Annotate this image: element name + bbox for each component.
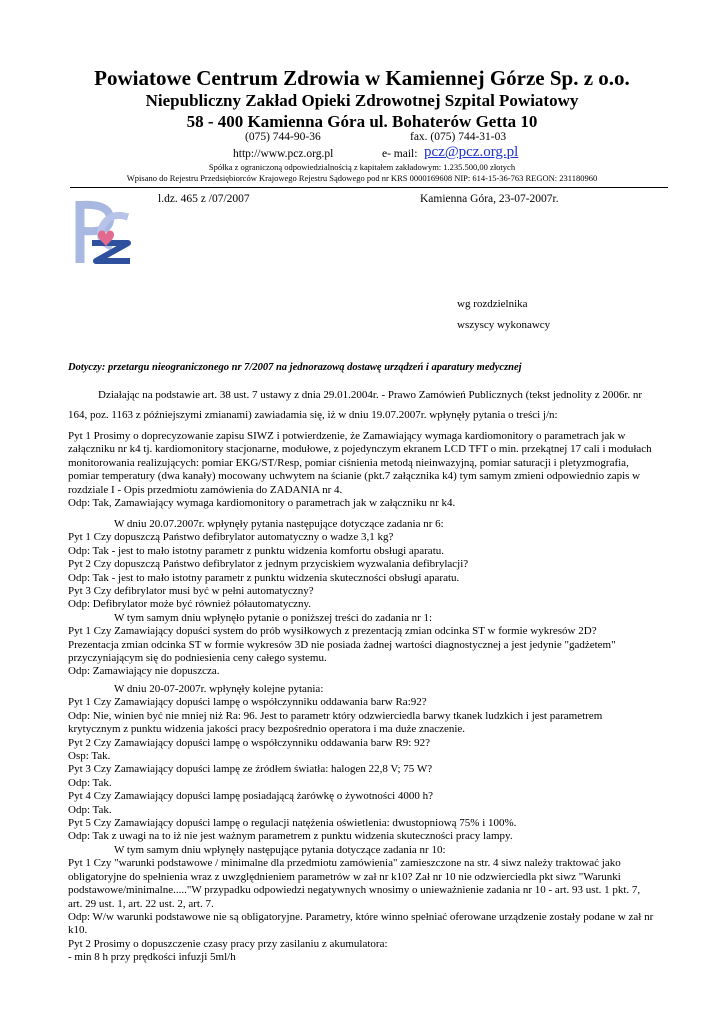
subject-line: Dotyczy: przetargu nieograniczonego nr 7/2007 na jednorazową dostawę urządzeń i aparatury medycznej — [68, 362, 522, 373]
text-line: Odp: Tak - jest to mało istotny parametr z punktu widzenia skuteczności obsługi aparatu. — [68, 571, 460, 584]
text-line: Pyt 1 Czy Zamawiający dopuści system do prób wysiłkowych z prezentacją zmian odcinka ST w formie wykresów 2D? — [68, 625, 597, 638]
section-heading: W tym samym dniu wpłynęło pytanie o poniższej treści do zadania nr 1: — [114, 611, 433, 624]
text-line: Odp: Tak, Zamawiający wymaga kardiomonitory o parametrach jak w załączniku nr k4. — [68, 497, 456, 510]
text-line: załączniku nr k4 tj. kardiomonitory stacjonarne, modułowe, z pojedynczym ekranem LCD TFT o min. przekątnej 17 cali i modułach — [68, 443, 652, 456]
text-line: przyczyniającym się do podniesienia ceny całego systemu. — [68, 652, 327, 665]
text-line: Odp: Defibrylator może być również półautomatyczny. — [68, 598, 312, 611]
text-line: - min 8 h przy prędkości infuzji 5ml/h — [68, 951, 236, 964]
org-address: 58 - 400 Kamienna Góra ul. Bohaterów Getta 10 — [186, 112, 538, 131]
registry-info: Wpisano do Rejestru Przedsiębiorców Krajowego Rejestru Sądowego pod nr KRS 0000169608 NIP: 614-15-36-763 REGON: 231180960 — [126, 173, 598, 183]
text-line: Odp: W/w warunki podstawowe nie są obligatoryjne. Parametry, które winno spełniać oferowane urządzenie zostały podane w zał nr — [68, 910, 654, 923]
text-line: Pyt 5 Czy Zamawiający dopuści lampę o regulacji natężenia oświetlenia: dwustopniową 75% i 100%. — [68, 817, 517, 830]
intro-line-1: Działając na podstawie art. 38 ust. 7 ustawy z dnia 29.01.2004r. - Prawo Zamówień Publicznych (tekst jednolity z 2006r. nr — [98, 389, 643, 401]
text-line: Odp: Tak. — [68, 803, 112, 816]
text-line: Pyt 3 Czy Zamawiający dopuści lampę ze źródłem światła: halogen 22,8 V; 75 W? — [68, 763, 433, 776]
text-line: Odp: Zamawiający nie dopuszcza. — [68, 665, 220, 678]
text-line: Odp: Tak. — [68, 776, 112, 789]
org-phone: (075) 744-90-36 — [245, 131, 321, 143]
text-line: Osp: Tak. — [68, 750, 111, 763]
section-heading: W dniu 20.07.2007r. wpłynęły pytania następujące dotyczące zadania nr 6: — [114, 518, 444, 530]
text-line: krytycznym z punktu widzenia jakości pracy bezpośrednio operatora i ma duże znaczenie. — [68, 723, 466, 736]
section-kardiomonitory — [68, 430, 658, 510]
email-link[interactable]: pcz@pcz.org.pl — [424, 144, 519, 160]
text-line: Prezentacja zmian odcinka ST w formie wykresów 3D nie posiada żadnej wartości diagnostycznej a jest jedynie "gadżetem" — [68, 638, 616, 651]
email-label: e- mail: — [382, 148, 418, 160]
org-name: Powiatowe Centrum Zdrowia w Kamiennej Górze Sp. z o.o. — [94, 66, 630, 90]
reference-number: l.dz. 465 z /07/2007 — [158, 193, 250, 205]
text-line: Pyt 3 Czy defibrylator musi być w pełni automatyczny? — [68, 585, 314, 598]
header-divider — [70, 187, 668, 188]
text-line: Pyt 1 Prosimy o doprecyzowanie zapisu SIWZ i potwierdzenie, że Zamawiający wymaga kardiomonitory o parametrach jak w — [68, 430, 626, 442]
recipient-line-1: wg rozdzielnika — [457, 298, 528, 310]
text-line: Pyt 1 Czy "warunki podstawowe / minimalne dla przedmiotu zamówienia" zamieszczone na str. 4 siwz należy traktować jako — [68, 857, 621, 870]
pcz-logo — [70, 195, 143, 268]
text-line: art. 29 ust. 1, art. 22 ust. 2, art. 7. — [68, 897, 214, 910]
text-line: k10. — [68, 924, 88, 937]
org-type: Niepubliczny Zakład Opieki Zdrowotnej Szpital Powiatowy — [145, 91, 579, 110]
section-defibrylator — [68, 518, 658, 679]
text-line: Pyt 1 Czy dopuszczą Państwo defibrylator automatyczny o wadze 3,1 kg? — [68, 531, 394, 544]
text-line: Pyt 1 Czy Zamawiający dopuści lampę o współczynniku oddawania barw Ra:92? — [68, 696, 427, 709]
place-date: Kamienna Góra, 23-07-2007r. — [420, 193, 559, 205]
text-line: obligatoryjne do spełnienia wraz z uwzględnieniem parametrów w zał nr k10? Zał nr 10 nie odzwierciedla pkt siwz "Warunki — [68, 870, 621, 883]
text-line: Pyt 4 Czy Zamawiający dopuści lampę posiadającą żarówkę o żywotności 4000 h? — [68, 790, 434, 803]
text-line: rozdziale I - Opis przedmiotu zamówienia do ZADANIA nr 4. — [68, 483, 343, 496]
text-line: Odp: Tak z uwagi na to iż nie jest ważnym parametrem z punktu widzenia skuteczności pracy lampy. — [68, 830, 513, 843]
text-line: podstawowe/minimalne....."W przypadku odpowiedzi negatywnych wnosimy o unieważnienie zadania nr 10 - art. 93 ust. 1 pkt. 7, — [68, 884, 641, 897]
company-info: Spółka z ograniczoną odpowiedzialnością z kapitałem zakładowym: 1.235.500,00 złotych — [208, 162, 516, 172]
text-line: Odp: Tak - jest to mało istotny parametr z punktu widzenia komfortu obsługi aparatu. — [68, 544, 444, 557]
section-heading: W dniu 20-07-2007r. wpłynęły kolejne pytania: — [114, 683, 324, 695]
section-lampa-infuzja — [68, 683, 658, 965]
recipient-line-2: wszyscy wykonawcy — [457, 319, 551, 331]
text-line: Pyt 2 Czy dopuszczą Państwo defibrylator z jednym przyciskiem wyzwalania defibrylacji? — [68, 558, 469, 571]
text-line: monitorowania realizujących: pomiar EKG/ST/Resp, pomiar ciśnienia metodą nieinwazyjną, pomiar saturacji i pletyzmografia, — [68, 456, 629, 469]
section-heading: W tym samym dniu wpłynęły następujące pytania dotyczące zadania nr 10: — [114, 843, 446, 856]
text-line: Odp: Nie, winien być nie mniej niż Ra: 96. Jest to parametr który odzwierciedla barwy tkanek ludzkich i jest parametrem — [68, 709, 603, 722]
website-link[interactable]: http://www.pcz.org.pl — [233, 148, 334, 160]
org-fax: fax. (075) 744-31-03 — [410, 131, 507, 143]
text-line: pomiar temperatury (dwa kanały) mocowany uchwytem na ścianie (pkt.7 załącznika k4) tym samym zmieni odpowiednio zapis w — [68, 470, 641, 483]
intro-line-2: 164, poz. 1163 z późniejszymi zmianami) zawiadamia się, iż w dniu 19.07.2007r. wpłynęły pytania o treści j/n: — [68, 409, 558, 421]
text-line: Pyt 2 Czy Zamawiający dopuści lampę o współczynniku oddawania barw R9: 92? — [68, 736, 430, 749]
pcz-logo-graphic — [70, 195, 143, 268]
text-line: Pyt 2 Prosimy o dopuszczenie czasy pracy przy zasilaniu z akumulatora: — [68, 937, 388, 950]
